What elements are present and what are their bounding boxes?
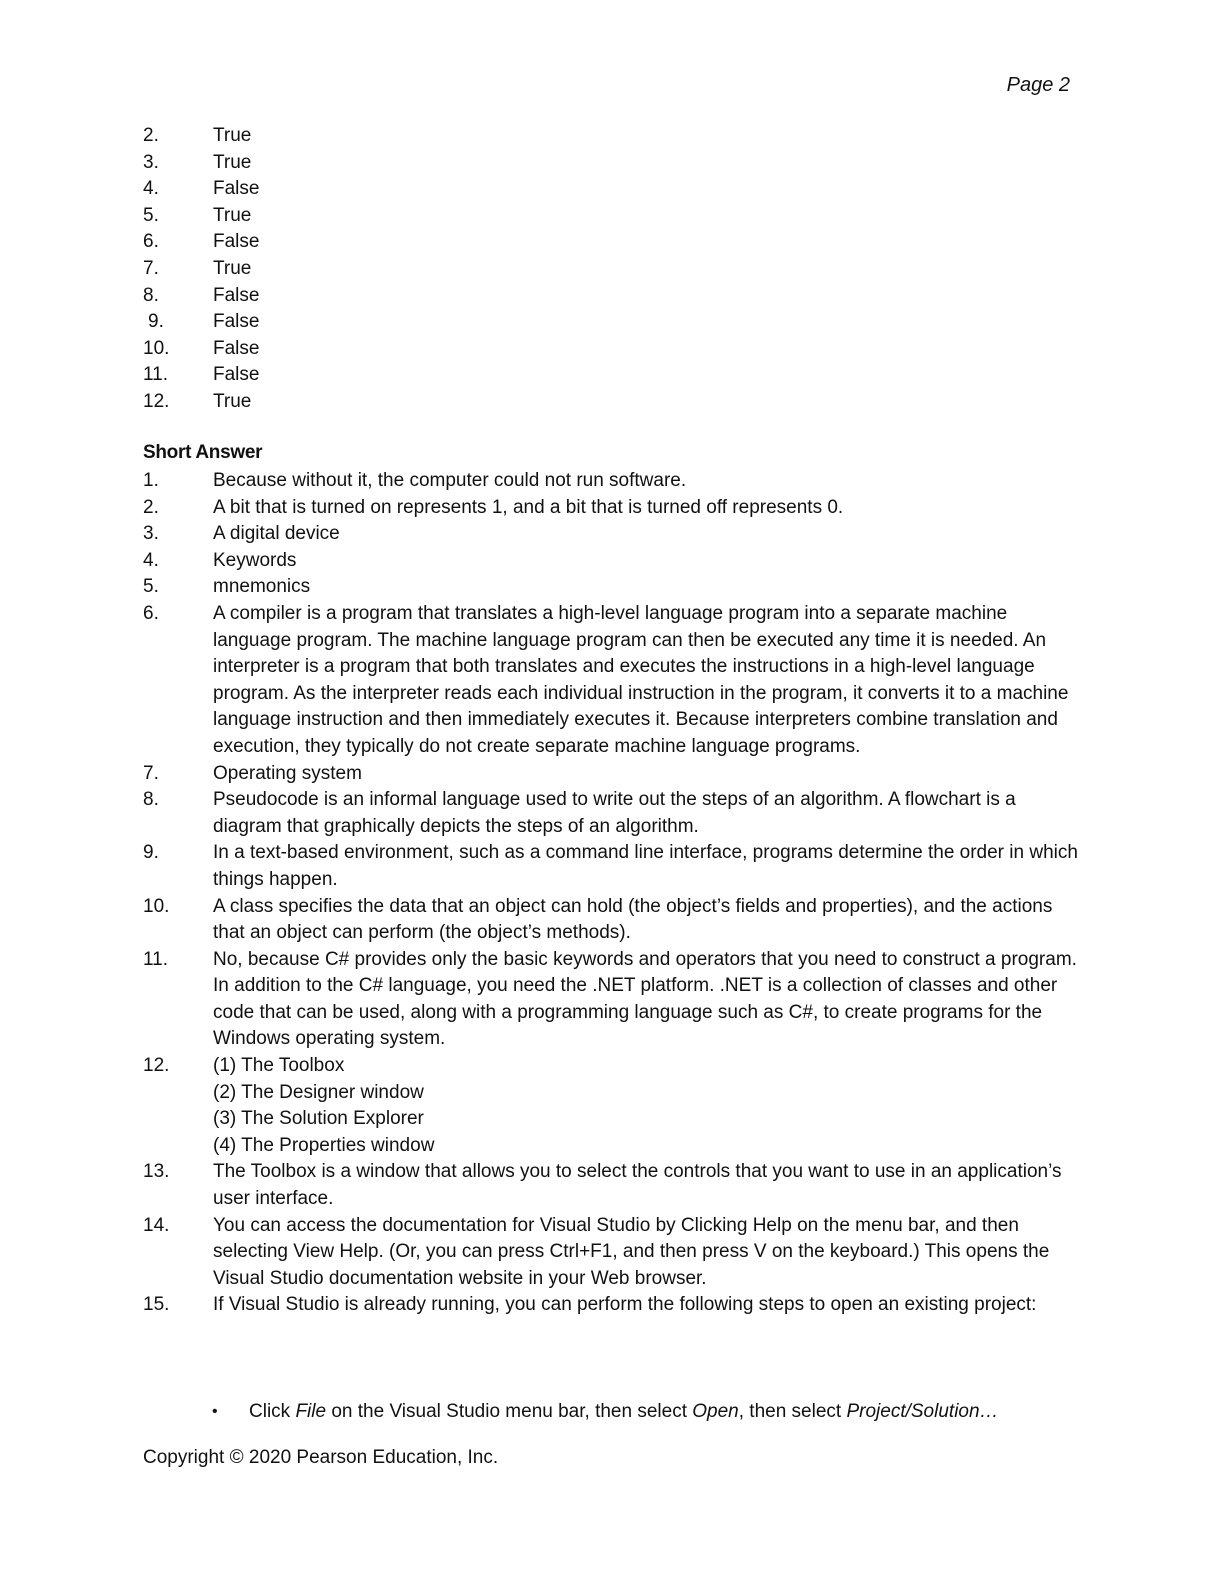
item-number: 7. [143,762,159,784]
list-item [143,1053,1078,1159]
item-text: If Visual Studio is already running, you can perform the following steps to open an existing project: [213,1294,1037,1316]
item-text: In a text-based environment, such as a command line interface, programs determine the order in which things happen. [213,842,1078,890]
item-number: 12. [143,1055,170,1077]
item-text: Because without it, the computer could not run software. [213,470,687,491]
section-heading: Short Answer [143,442,263,463]
list-item [143,283,1083,310]
item-answer: True [213,125,252,146]
item-answer: False [213,311,260,333]
item-answer: False [213,178,260,200]
item-number: 3. [143,523,159,545]
sub-line: (2) The Designer window [213,1081,424,1103]
item-number: 5. [143,576,159,598]
list-item [143,176,1083,203]
item-answer: True [213,257,252,279]
item-number: 12. [143,390,170,412]
item-number: 3. [143,151,159,173]
text-run: Click [249,1401,296,1422]
item-number: 6. [143,231,159,253]
item-text [213,1053,1078,1159]
item-answer: True [213,151,252,173]
list-item [143,574,1078,601]
item-number: 15. [143,1294,170,1316]
text-run-italic: File [295,1401,327,1422]
list-item [143,1292,1078,1319]
short-answer-list [143,468,1078,1319]
list-item [143,761,1078,788]
item-text: A bit that is turned on represents 1, and a bit that is turned off represents 0. [213,496,844,518]
item-number: 14. [143,1214,170,1236]
page-number: Page 2 [1006,74,1070,96]
bullet-text [249,1399,999,1425]
item-number: 8. [143,789,159,811]
sub-line: (4) The Properties window [213,1134,435,1156]
item-text: You can access the documentation for Visual Studio by Clicking Help on the menu bar, and then selecting View Help. (Or, you can press Ctrl+F1, and then press V on the keyboard.) This opens the Visual Studio documentation website in your Web browser. [213,1214,1050,1289]
item-text: The Toolbox is a window that allows you to select the controls that you want to use in an application’s user interface. [213,1161,1062,1210]
list-item [143,947,1078,1053]
item-number: 7. [143,257,159,279]
item-answer: False [213,284,260,306]
list-item [143,495,1078,522]
true-false-list [143,123,1083,416]
item-number: 2. [143,125,159,146]
text-run-italic: Project/Solution… [846,1401,999,1422]
list-item [143,548,1078,575]
list-item [143,1213,1078,1293]
item-text: A digital device [213,523,340,545]
sub-line: (1) The Toolbox [213,1055,345,1077]
item-number: 1. [143,470,159,491]
item-answer: True [213,390,252,412]
item-number: 4. [143,549,159,571]
item-number: 8. [143,284,159,306]
sub-line: (3) The Solution Explorer [213,1108,424,1130]
list-item [143,309,1083,336]
item-answer: False [213,364,260,386]
item-number: 4. [143,178,159,200]
list-item [143,894,1078,947]
text-run-italic: Open [692,1401,739,1422]
list-item [143,389,1083,416]
item-text: No, because C# provides only the basic keywords and operators that you need to construct a program. In addition to the C# language, you need the .NET platform. .NET is a collection of classes and other code that can be used, along with a programming language such as C#, to create programs for the Windows operating system. [213,948,1077,1050]
list-item [143,229,1083,256]
item-number: 10. [143,337,170,359]
item-answer: False [213,337,260,359]
list-item [143,521,1078,548]
item-text: mnemonics [213,576,311,598]
item-number: 9. [143,842,159,864]
item-number: 5. [143,204,159,226]
item-number: 9. [148,311,164,333]
item-text: A class specifies the data that an object can hold (the object’s fields and properties), and the actions that an object can perform (the object’s methods). [213,895,1053,944]
item-answer: False [213,231,260,253]
bullet-item [212,1399,999,1425]
list-item [143,123,1083,150]
item-number: 2. [143,496,159,518]
list-item [143,1159,1078,1212]
list-item [143,468,1078,495]
copyright-footer: Copyright © 2020 Pearson Education, Inc. [143,1447,499,1468]
bullet-icon: • [212,1403,218,1420]
text-run: , then select [738,1401,847,1422]
item-number: 10. [143,895,170,917]
list-item [143,256,1083,283]
list-item [143,601,1078,761]
list-item [143,336,1083,363]
text-run: on the Visual Studio menu bar, then select [326,1401,693,1422]
list-item [143,362,1083,389]
list-item [143,787,1078,840]
list-item [143,150,1083,177]
item-text: Pseudocode is an informal language used to write out the steps of an algorithm. A flowchart is a diagram that graphically depicts the steps of an algorithm. [213,789,1016,837]
list-item [143,840,1078,893]
item-number: 13. [143,1161,170,1183]
item-number: 11. [143,948,169,970]
list-item [143,203,1083,230]
item-answer: True [213,204,252,226]
item-text: Keywords [213,549,297,571]
item-number: 6. [143,602,159,624]
item-text: A compiler is a program that translates a high-level language program into a separate machine language program. The machine language program can then be executed any time it is needed. An interpreter is a program that both translates and executes the instructions in a high-level language program. As the interpreter reads each individual instruction in the program, it converts it to a machine language instruction and then immediately executes it. Because interpreters combine translation and execution, they typically do not create separate machine language programs. [213,602,1069,757]
item-number: 11. [143,364,169,386]
item-text: Operating system [213,762,362,784]
